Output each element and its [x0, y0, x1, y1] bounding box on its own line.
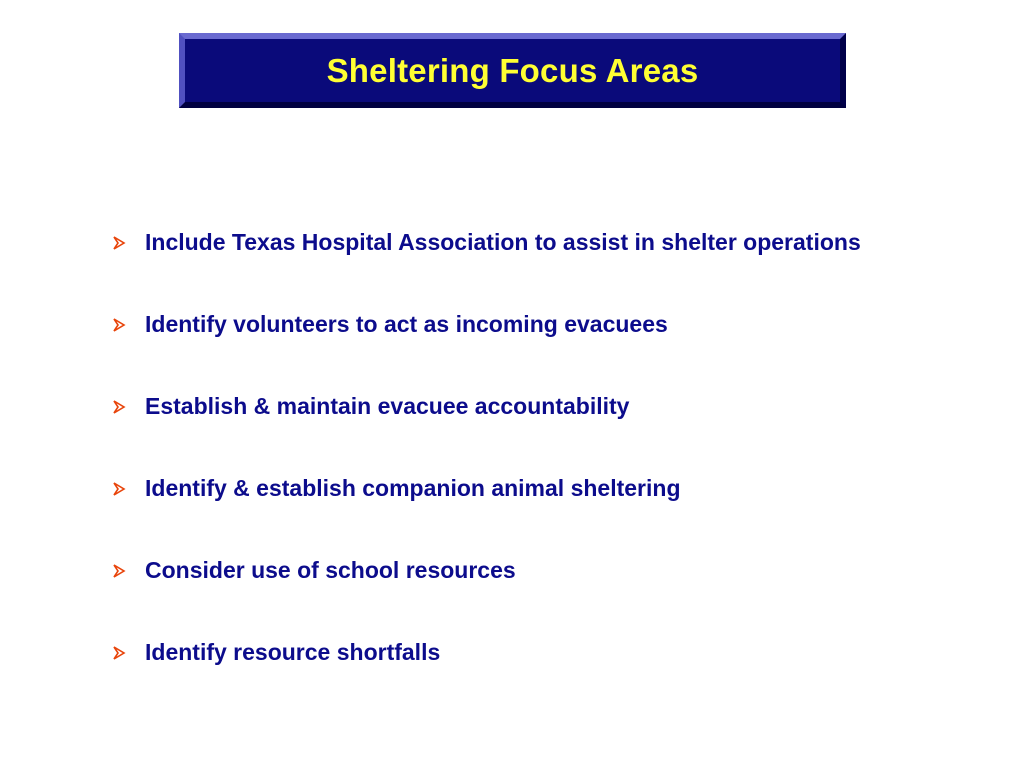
arrow-bullet-icon — [112, 554, 126, 587]
bullet-item — [112, 472, 892, 505]
arrow-bullet-icon — [112, 308, 126, 341]
arrow-bullet-icon — [112, 636, 126, 669]
title-banner — [179, 33, 846, 108]
bullet-text: Include Texas Hospital Association to assist in shelter operations — [145, 229, 861, 255]
bullet-item — [112, 308, 892, 341]
bullet-text: Consider use of school resources — [145, 557, 516, 583]
bullet-list — [112, 226, 892, 669]
bullet-item — [112, 226, 892, 259]
bullet-text: Identify resource shortfalls — [145, 639, 441, 665]
slide-title: Sheltering Focus Areas — [326, 51, 699, 89]
bullet-text: Identify & establish companion animal sheltering — [145, 475, 681, 501]
arrow-bullet-icon — [112, 472, 126, 505]
bullet-text: Establish & maintain evacuee accountability — [145, 393, 630, 419]
bullet-text: Identify volunteers to act as incoming evacuees — [145, 311, 668, 337]
bullet-item — [112, 636, 892, 669]
bullet-item — [112, 554, 892, 587]
bullet-item — [112, 390, 892, 423]
arrow-bullet-icon — [112, 226, 126, 259]
arrow-bullet-icon — [112, 390, 126, 423]
